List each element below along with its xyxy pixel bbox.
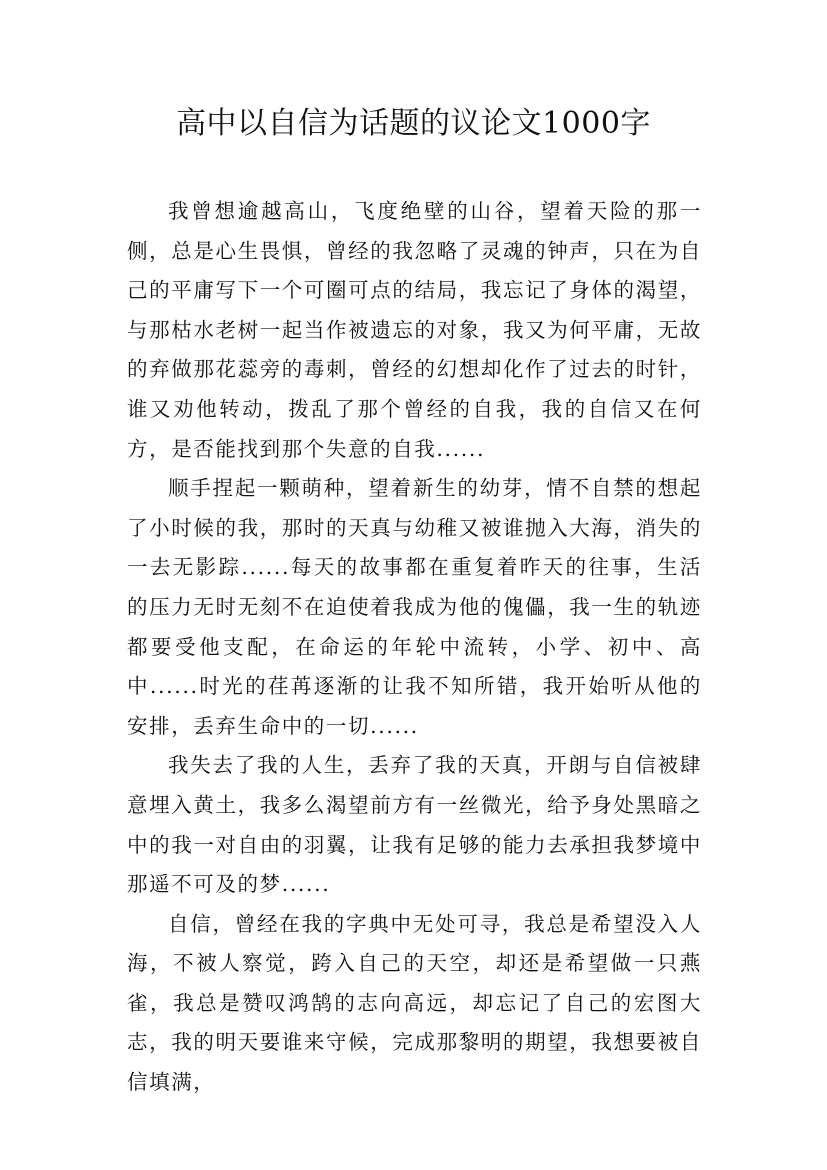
document-body [127,192,702,1103]
paragraph-4: 自信，曾经在我的字典中无处可寻，我总是希望没入人海，不被人察觉，跨入自己的天空，却还是希望做一只燕雀，我总是赞叹鸿鹄的志向高远，却忘记了自己的宏图大志，我的明天要谁来守候，完成那黎明的期望，我想要被自信填满， [127,911,702,1095]
paragraph-2: 顺手捏起一颗萌种，望着新生的幼芽，情不自禁的想起了小时候的我，那时的天真与幼稚又被谁抛入大海，消失的一去无影踪......每天的故事都在重复着昨天的往事，生活的压力无时无刻不在迫使着我成为他的傀儡，我一生的轨迹都要受他支配，在命运的年轮中流转，小学、初中、高中......时光的荏苒逐渐的让我不知所错，我开始听从他的安排，丢弃生命中的一切...... [127,476,702,738]
paragraph-1: 我曾想逾越高山，飞度绝壁的山谷，望着天险的那一侧，总是心生畏惧，曾经的我忽略了灵魂的钟声，只在为自己的平庸写下一个可圈可点的结局，我忘记了身体的渴望，与那枯水老树一起当作被遗忘的对象，我又为何平庸，无故的弃做那花蕊旁的毒刺，曾经的幻想却化作了过去的时针，谁又劝他转动，拨乱了那个曾经的自我，我的自信又在何方，是否能找到那个失意的自我...... [127,199,702,461]
paragraph-3: 我失去了我的人生，丢弃了我的天真，开朗与自信被肆意埋入黄土，我多么渴望前方有一丝微光，给予身处黑暗之中的我一对自由的羽翼，让我有足够的能力去承担我梦境中那遥不可及的梦...... [127,753,702,897]
document-title: 高中以自信为话题的议论文1000字 [176,106,651,141]
